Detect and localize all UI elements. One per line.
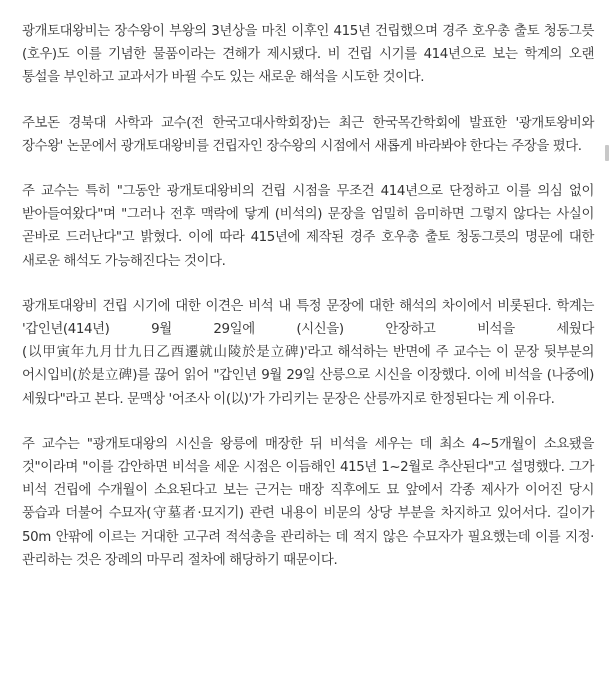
article-paragraph-1: 광개토대왕비는 장수왕이 부왕의 3년상을 마친 이후인 415년 건립했으며 경주 호우총 출토 청동그릇(호우)도 이를 기념한 물품이라는 견해가 제시됐다. 비 건립 시기를 414년으로 보는 학계의 오랜 통설을 부인하고 교과서가 바뀔 수도 있는 새로운 해석을 시도한 것이다. — [22, 24, 594, 86]
article-paragraph-3: 주 교수는 특히 "그동안 광개토대왕비의 건립 시점을 무조건 414년으로 단정하고 이를 의심 없이 받아들여왔다"며 "그러나 전후 맥락에 닿게 (비석의) 문장을 엄밀히 음미하면 그렇지 않다는 사실이 곧바로 드러난다"고 밝혔다. 이에 따라 415년에 제작된 경주 호우총 출토 청동그릇의 명문에 대한 새로운 해석도 가능해진다는 것이다. — [22, 184, 594, 269]
article-paragraph-4: 광개토대왕비 건립 시기에 대한 이견은 비석 내 특정 문장에 대한 해석의 차이에서 비롯된다. 학계는 '갑인년(414년) 9월 29일에 (시신을) 안장하고 비석을 세웠다(以甲寅年九月廿九日乙酉遷就山陵於是立碑)'라고 해석하는 반면에 주 교수는 이 문장 뒷부분의 어시입비(於是立碑)를 끊어 읽어 "갑인년 9월 29일 산릉으로 시신을 이장했다. 이에 비석을 (나중에) 세웠다"라고 본다. 문맥상 '어조사 이(以)'가 가리키는 문장은 산릉까지로 한정된다는 게 이유다. — [22, 298, 594, 407]
article-paragraph-5: 주 교수는 "광개토대왕의 시신을 왕릉에 매장한 뒤 비석을 세우는 데 최소 4~5개월이 소요됐을 것"이라며 "이를 감안하면 비석을 세운 시점은 이듬해인 415년 1~2월로 추산된다"고 설명했다. 그가 비석 건립에 수개월이 소요된다고 보는 근거는 매장 직후에도 묘 앞에서 각종 제사가 이어진 당시 풍습과 더불어 수묘자(守墓者·묘지기) 관련 내용이 비문의 상당 부분을 차지하고 있어서다. 길이가 50m 안팎에 이르는 거대한 고구려 적석총을 관리하는 데 적지 않은 수묘자가 필요했는데 이를 지정·관리하는 것은 장례의 마무리 절차에 해당하기 때문이다. — [22, 436, 594, 568]
article-body — [22, 20, 594, 594]
scrollbar-thumb[interactable] — [605, 145, 609, 161]
article-paragraph-2: 주보돈 경북대 사학과 교수(전 한국고대사학회장)는 최근 한국목간학회에 발표한 '광개토왕비와 장수왕' 논문에서 광개토대왕비를 건립자인 장수왕의 시점에서 새롭게 바라봐야 한다는 주장을 폈다. — [22, 115, 594, 154]
